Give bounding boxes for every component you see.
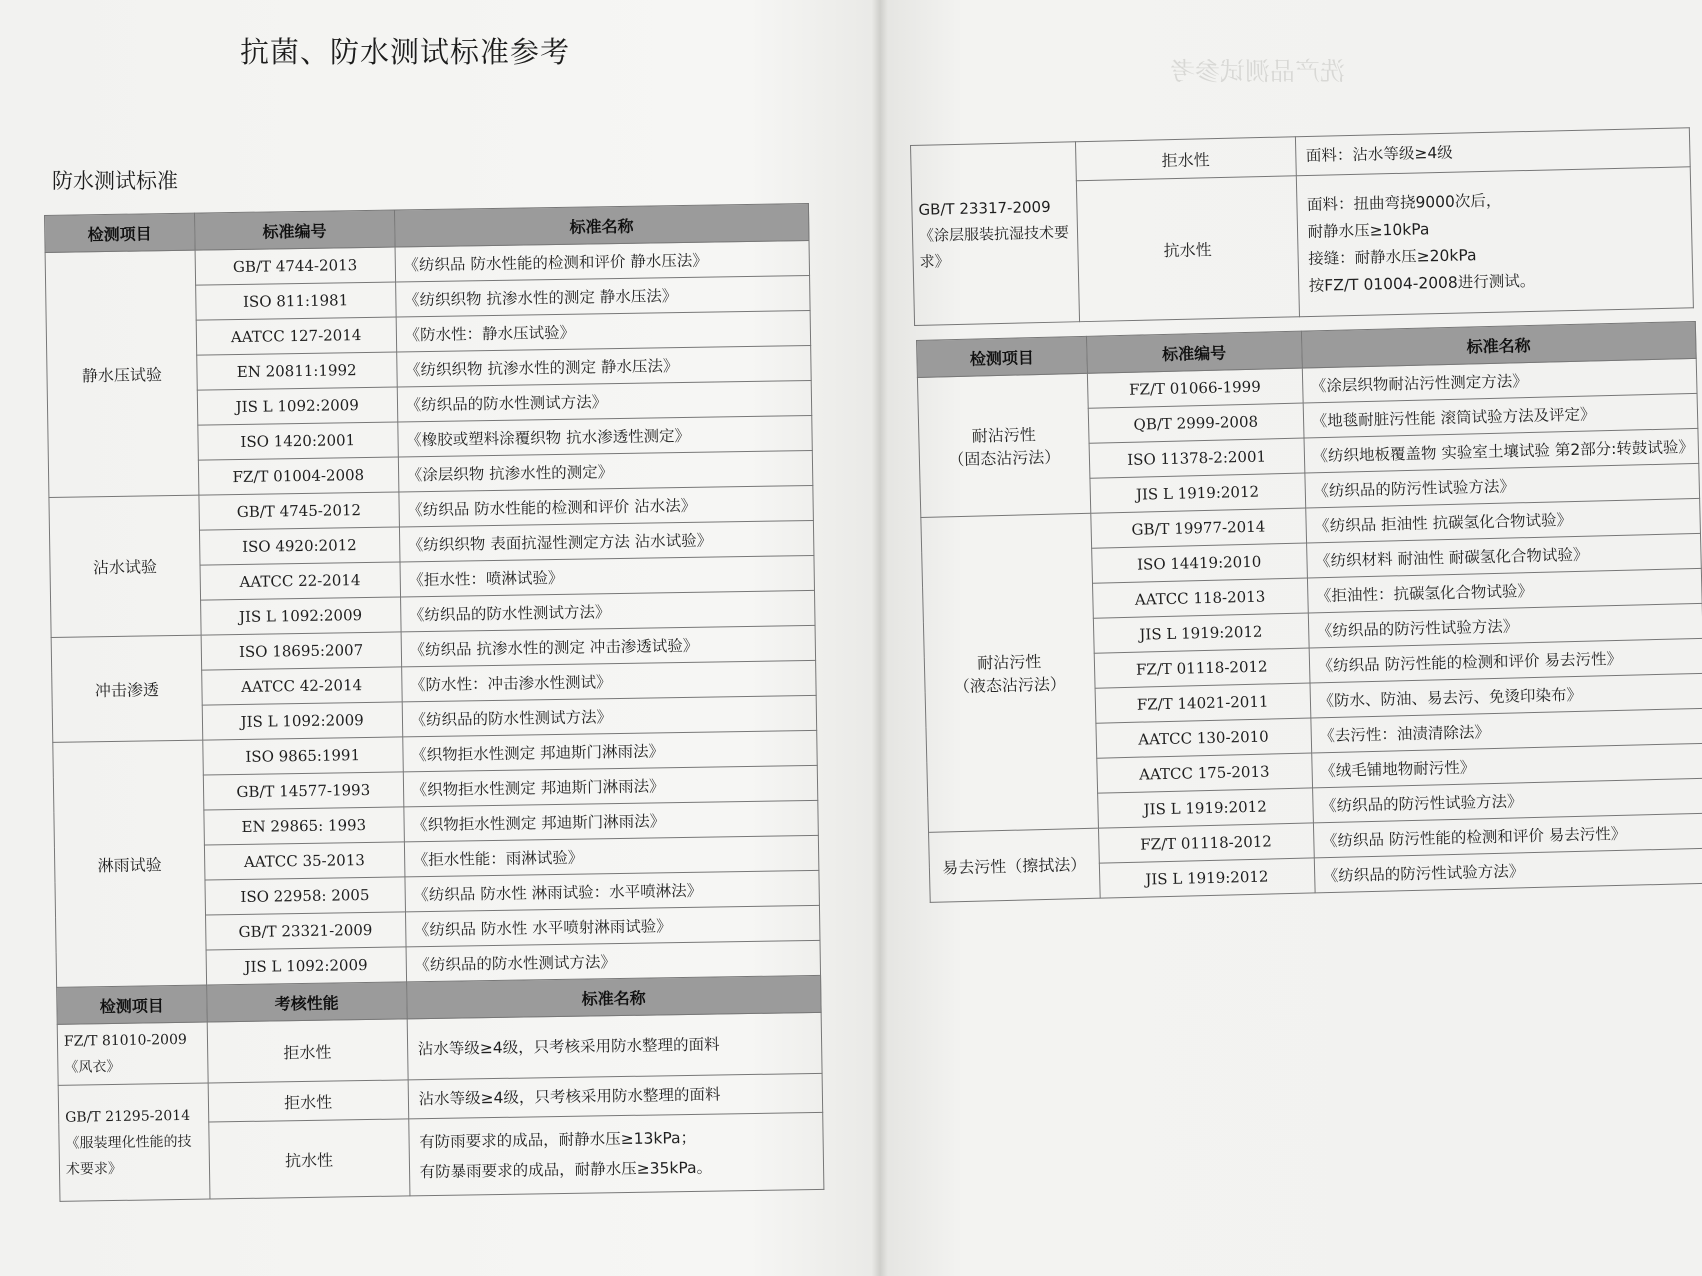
standard-name-cell: 《拒水性能：雨淋试验》 xyxy=(404,835,819,877)
standard-name-cell: 《织物拒水性测定 邦迪斯门淋雨法》 xyxy=(403,800,818,842)
standard-cell: GB/T 23317-2009《涂层服装抗湿技术要求》 xyxy=(911,142,1080,326)
test-item-cell: 易去污性（擦拭法） xyxy=(929,828,1100,902)
requirement-cell: 面料：扭曲弯挠9000次后， 耐静水压≥10kPa 接缝：耐静水压≥20kPa 按FZ/T 01004-2008进行测试。 xyxy=(1296,167,1694,317)
standard-code-cell: AATCC 127-2014 xyxy=(196,317,396,355)
header-item: 检测项目 xyxy=(57,985,207,1024)
coated-garment-requirements-table xyxy=(910,127,1694,326)
standard-name-cell: 《纺织品的防污性试验方法》 xyxy=(1308,603,1702,648)
standard-code-cell: ISO 1420:2001 xyxy=(198,422,398,460)
standard-code-cell: GB/T 14577-1993 xyxy=(203,772,403,810)
requirement-cell: 有防雨要求的成品，耐静水压≥13kPa； 有防暴雨要求的成品，耐静水压≥35kPa。 xyxy=(408,1112,824,1195)
standard-code-cell: JIS L 1092:2009 xyxy=(202,702,402,740)
standard-code-cell: AATCC 35-2013 xyxy=(204,842,404,880)
standard-code-cell: JIS L 1092:2009 xyxy=(206,947,406,985)
standard-code-cell: JIS L 1919:2012 xyxy=(1090,473,1306,513)
standard-name-cell: 《纺织织物 表面抗湿性测定方法 沾水试验》 xyxy=(399,520,814,562)
standard-name-cell: 《去污性：油渍清除法》 xyxy=(1310,708,1702,753)
standard-code-cell: ISO 22958: 2005 xyxy=(205,877,405,915)
standard-code-cell: FZ/T 14021-2011 xyxy=(1095,683,1311,723)
standard-code-cell: JIS L 1919:2012 xyxy=(1099,858,1315,898)
standard-code-cell: JIS L 1919:2012 xyxy=(1097,788,1313,828)
performance-cell: 拒水性 xyxy=(207,1019,408,1083)
standard-name-cell: 《纺织织物 抗渗水性的测定 静水压法》 xyxy=(395,275,810,317)
header-code: 标准编号 xyxy=(194,210,394,250)
standard-name-cell: 《纺织地板覆盖物 实验室土壤试验 第2部分:转鼓试验》 xyxy=(1304,428,1699,473)
standard-name-cell: 《纺织品 防水性能的检测和评价 沾水法》 xyxy=(399,485,814,527)
header-code: 标准编号 xyxy=(1086,331,1302,373)
test-item-cell: 静水压试验 xyxy=(45,250,199,497)
standard-name-cell: 《纺织品 防水性 水平喷射淋雨试验》 xyxy=(405,905,820,947)
test-item-cell: 冲击渗透 xyxy=(51,635,202,742)
standard-name-cell: 《织物拒水性测定 邦迪斯门淋雨法》 xyxy=(402,730,817,772)
standard-code-cell: ISO 9865:1991 xyxy=(203,737,403,775)
standard-name-cell: 《纺织品 拒油性 抗碳氢化合物试验》 xyxy=(1305,498,1700,543)
standard-name-cell: 《纺织品的防水性测试方法》 xyxy=(402,695,817,737)
header-item: 检测项目 xyxy=(917,336,1088,377)
test-item-cell: 耐沾污性 （固态沾污法） xyxy=(917,373,1090,517)
standard-name-cell: 《防水性：静水压试验》 xyxy=(396,310,811,352)
standard-code-cell: ISO 4920:2012 xyxy=(199,527,399,565)
standard-code-cell: ISO 11378-2:2001 xyxy=(1089,438,1305,478)
standard-code-cell: QB/T 2999-2008 xyxy=(1088,403,1304,443)
standard-name-cell: 《防水性：冲击渗水性测试》 xyxy=(401,660,816,702)
standard-name-cell: 《涂层织物 抗渗水性的测定》 xyxy=(398,450,813,492)
standard-code-cell: FZ/T 01004-2008 xyxy=(198,457,398,495)
standard-cell: FZ/T 81010-2009《风衣》 xyxy=(57,1022,208,1085)
standard-code-cell: GB/T 19977-2014 xyxy=(1091,508,1307,548)
standard-code-cell: EN 29865: 1993 xyxy=(204,807,404,845)
standard-code-cell: FZ/T 01118-2012 xyxy=(1094,648,1310,688)
standard-name-cell: 《纺织品的防水性测试方法》 xyxy=(406,940,821,982)
standard-name-cell: 《纺织品 防污性能的检测和评价 易去污性》 xyxy=(1309,638,1702,683)
header-name: 标准名称 xyxy=(394,203,809,247)
standard-code-cell: JIS L 1919:2012 xyxy=(1093,613,1309,653)
standard-name-cell: 《纺织品的防污性试验方法》 xyxy=(1312,778,1702,823)
test-item-cell: 耐沾污性 （液态沾污法） xyxy=(921,513,1098,832)
standard-name-cell: 《纺织品的防水性测试方法》 xyxy=(400,590,815,632)
standard-code-cell: JIS L 1092:2009 xyxy=(197,387,397,425)
header-name: 标准名称 xyxy=(1301,321,1696,368)
standard-name-cell: 《纺织品的防污性试验方法》 xyxy=(1304,463,1699,508)
test-item-cell: 沾水试验 xyxy=(49,495,201,637)
standard-code-cell: ISO 811:1981 xyxy=(195,282,395,320)
standard-name-cell: 《纺织品 抗渗水性的测定 冲击渗透试验》 xyxy=(401,625,816,667)
standard-code-cell: GB/T 23321-2009 xyxy=(205,912,405,950)
requirement-cell: 面料：沾水等级≥4级 xyxy=(1295,128,1690,176)
requirement-cell: 沾水等级≥4级，只考核采用防水整理的面料 xyxy=(407,1012,822,1080)
standard-code-cell: GB/T 4745-2012 xyxy=(199,492,399,530)
standard-name-cell: 《绒毛铺地物耐污性》 xyxy=(1311,743,1702,788)
standard-name-cell: 《涂层织物耐沾污性测定方法》 xyxy=(1302,358,1697,403)
standard-name-cell: 《拒油性：抗碳氢化合物试验》 xyxy=(1307,568,1702,613)
standard-name-cell: 《纺织品的防污性试验方法》 xyxy=(1314,848,1702,893)
performance-cell: 抗水性 xyxy=(1076,176,1299,322)
book-spine xyxy=(872,0,888,1276)
standard-name-cell: 《纺织织物 抗渗水性的测定 静水压法》 xyxy=(396,345,811,387)
stain-standards-table xyxy=(916,321,1702,903)
standard-code-cell: JIS L 1092:2009 xyxy=(200,597,400,635)
header-name: 标准名称 xyxy=(406,975,821,1019)
show-through-heading: 洗产品测试参考 xyxy=(1170,57,1346,86)
header-perf: 考核性能 xyxy=(206,982,406,1022)
standard-name-cell: 《纺织品 防水性 淋雨试验：水平喷淋法》 xyxy=(405,870,820,912)
standard-name-cell: 《纺织品的防水性测试方法》 xyxy=(397,380,812,422)
standard-name-cell: 《纺织品 防污性能的检测和评价 易去污性》 xyxy=(1313,813,1702,858)
standard-code-cell: FZ/T 01118-2012 xyxy=(1098,823,1314,863)
standard-code-cell: ISO 18695:2007 xyxy=(201,632,401,670)
waterproof-standards-table xyxy=(44,203,824,1202)
standard-code-cell: AATCC 22-2014 xyxy=(200,562,400,600)
standard-cell: GB/T 21295-2014《服装理化性能的技术要求》 xyxy=(58,1083,210,1201)
standard-name-cell: 《拒水性：喷淋试验》 xyxy=(400,555,815,597)
standard-name-cell: 《纺织材料 耐油性 耐碳氢化合物试验》 xyxy=(1306,533,1701,578)
page-title: 抗菌、防水测试标准参考 xyxy=(240,35,571,69)
section-title: 防水测试标准 xyxy=(52,169,178,193)
test-item-cell: 淋雨试验 xyxy=(53,740,207,987)
performance-cell: 抗水性 xyxy=(209,1119,410,1199)
standard-code-cell: FZ/T 01066-1999 xyxy=(1087,368,1303,408)
standard-name-cell: 《纺织品 防水性能的检测和评价 静水压法》 xyxy=(395,240,810,282)
standard-code-cell: GB/T 4744-2013 xyxy=(195,247,395,285)
standard-name-cell: 《织物拒水性测定 邦迪斯门淋雨法》 xyxy=(403,765,818,807)
standard-name-cell: 《地毯耐脏污性能 滚筒试验方法及评定》 xyxy=(1303,393,1698,438)
performance-cell: 拒水性 xyxy=(1075,137,1296,181)
standard-code-cell: EN 20811:1992 xyxy=(197,352,397,390)
performance-cell: 拒水性 xyxy=(208,1080,408,1122)
standard-name-cell: 《防水、防油、易去污、免烫印染布》 xyxy=(1310,673,1702,718)
standard-code-cell: AATCC 118-2013 xyxy=(1092,578,1308,618)
standard-code-cell: AATCC 175-2013 xyxy=(1097,753,1313,793)
standard-code-cell: AATCC 130-2010 xyxy=(1096,718,1312,758)
standard-name-cell: 《橡胶或塑料涂覆织物 抗水渗透性测定》 xyxy=(397,415,812,457)
requirement-cell: 沾水等级≥4级，只考核采用防水整理的面料 xyxy=(408,1073,823,1119)
header-item: 检测项目 xyxy=(45,213,195,252)
standard-code-cell: AATCC 42-2014 xyxy=(201,667,401,705)
standard-code-cell: ISO 14419:2010 xyxy=(1091,543,1307,583)
